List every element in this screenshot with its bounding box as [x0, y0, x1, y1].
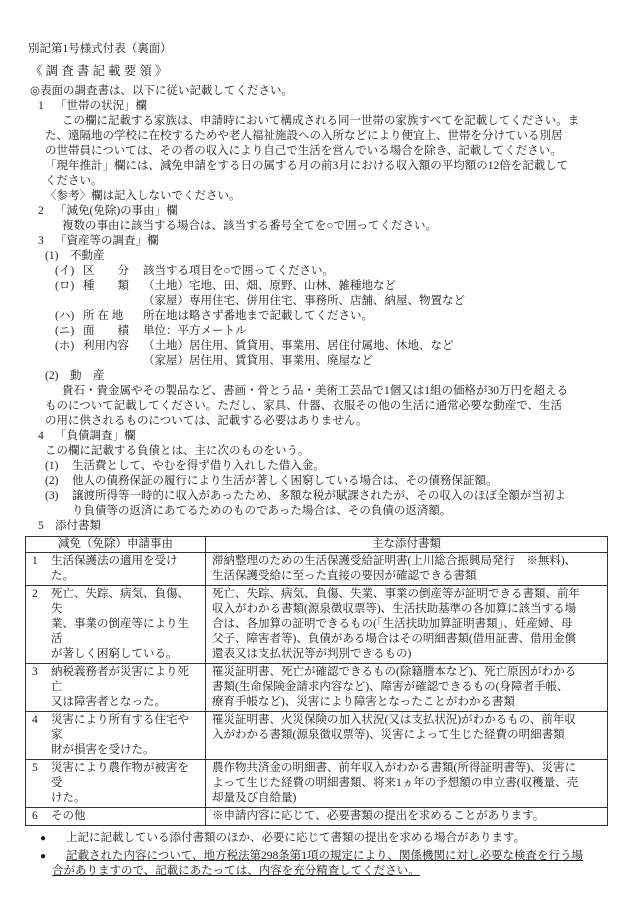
item-marker: (ホ) — [55, 340, 75, 352]
row-number: 1 — [32, 555, 38, 567]
text-line: 又は障害者となった。 — [51, 696, 166, 708]
section-1-estimate-note — [45, 159, 602, 189]
text-line: 療育手帳など)、災害により障害となったことがわかる書類 — [212, 696, 515, 708]
row-docs — [206, 586, 608, 664]
footnote-inspection-notice — [40, 849, 602, 879]
text-line: ものについて記載してください。ただし、家具、什器、衣服その他の生活に通常必要な動産で、生活 — [45, 400, 563, 412]
item-text — [72, 459, 602, 474]
section-household — [28, 99, 602, 204]
text-line: この欄に記載する家族は、申請時において構成される同一世帯の家族すべてを記載してください。ま — [62, 115, 580, 127]
row-docs — [206, 664, 608, 712]
movable-property-label: 動 産 — [70, 370, 105, 382]
footnote-text — [52, 849, 602, 879]
text-line: けた。 — [51, 792, 86, 804]
text-line: 死亡、失踪、病気、負傷、失業、事業の倒産等が証明できる書類、前年 — [212, 588, 580, 600]
section-1-paragraph — [45, 114, 602, 159]
section-3-title: 「資産等の調査」欄 — [55, 235, 159, 247]
item-term: 所 在 地 — [83, 310, 124, 322]
footnote-additional-documents — [40, 831, 602, 846]
movable-property-paragraph — [45, 384, 602, 429]
section-2-paragraph — [45, 219, 602, 234]
asset-item-menseki — [55, 324, 602, 339]
item-marker: (1) — [45, 460, 59, 472]
row-reason — [51, 809, 199, 824]
item-text — [72, 489, 602, 519]
section-2-heading — [38, 204, 602, 219]
section-5-title: 添付書類 — [55, 520, 101, 532]
item-term: 種 類 — [83, 280, 129, 292]
text-line: 貴石・貴金属やその製品など、書画・骨とう品・美術工芸品で1個又は1組の価格が30万円を超える — [62, 385, 568, 397]
table-row — [26, 664, 608, 712]
intro-note: ◎表面の調査書は、以下に従い記載してください。 — [30, 85, 294, 97]
section-3-number: 3 — [38, 235, 44, 247]
row-docs — [206, 808, 608, 826]
header-reason: 減免（免除）申請事由 — [26, 537, 206, 553]
text-line: 所在地は略さず番地まで記載してください。 — [143, 310, 373, 322]
section-exemption-reason — [28, 204, 602, 234]
text-line: た、遠隔地の学校に在校するためや老人福祉施設への入所などにより便宜上、世帯を分けている別居 — [45, 130, 563, 142]
section-3-heading — [38, 234, 602, 249]
row-number: 3 — [32, 666, 38, 678]
item-desc — [143, 324, 602, 339]
row-number: 2 — [32, 588, 38, 600]
bullet-icon: ● — [40, 833, 47, 844]
table-row — [26, 712, 608, 760]
text-line: 却量及び自給量) — [212, 792, 297, 804]
item-term: 面 積 — [83, 325, 129, 337]
item-marker: (ハ) — [55, 310, 75, 322]
real-estate-heading — [45, 249, 602, 264]
text-line: 罹災証明書、死亡が確認できるもの(除籍謄本など)、死亡原因がわかる — [212, 666, 577, 678]
asset-item-shurui — [55, 279, 602, 309]
section-5-number: 5 — [38, 520, 44, 532]
table-row — [26, 553, 608, 586]
item-desc — [143, 309, 602, 324]
text-line: 還表又は支払状況等が判別できるもの) — [212, 648, 412, 660]
item-marker: (3) — [45, 490, 59, 502]
section-2-title: 「減免(免除)の事由」欄 — [55, 205, 178, 217]
section-2-number: 2 — [38, 205, 44, 217]
item-marker: (2) — [45, 475, 59, 487]
row-reason — [51, 713, 199, 758]
text-line: ※申請内容に応じて、必要書類の提出を求めることがあります。 — [212, 810, 545, 822]
table-row — [26, 760, 608, 808]
text-line: 上記に記載している添付書類のほか、必要に応じて書類の提出を求める場合があります。 — [66, 832, 526, 844]
text-line: （土地）宅地、田、畑、原野、山林、雑種地など — [143, 280, 396, 292]
row-reason — [51, 554, 199, 584]
row-reason — [51, 665, 199, 710]
item-term: 区 分 — [83, 265, 129, 277]
section-1-heading — [38, 99, 602, 114]
row-number: 4 — [32, 714, 38, 726]
text-line: の用に供されるものについては、記載する必要はありません。 — [45, 415, 368, 427]
text-line: 記載された内容について、地方税法第298条第1項の規定により、関係機関に対し必要な検査を行う場 — [66, 850, 584, 862]
item-text — [72, 474, 602, 489]
row-docs — [206, 553, 608, 586]
text-line: 譲渡所得等一時的に収入があったため、多額な税が賦課されたが、その収入のほぼ全額が当初よ — [72, 490, 566, 502]
footnote-text — [52, 831, 602, 846]
text-line: 「現年推計」欄には、減免申請をする日の属する月の前3月における収入額の平均額の12倍を記載して — [45, 160, 569, 172]
real-estate-marker: (1) — [45, 250, 59, 262]
item-term: 利用内容 — [83, 340, 129, 352]
asset-item-riyonaiyo — [55, 339, 602, 369]
asset-item-kubun — [55, 264, 602, 279]
text-line: 合がありますので、記載にあたっては、内容を充分精査してください。 — [52, 865, 420, 877]
real-estate-label: 不動産 — [70, 250, 105, 262]
header-docs: 主な添付書類 — [206, 537, 608, 553]
row-reason — [51, 761, 199, 806]
text-line: が著しく困窮している。 — [51, 648, 178, 660]
text-line: （家屋）専用住宅、併用住宅、事務所、店舗、納屋、物置など — [143, 295, 465, 307]
text-line: （家屋）居住用、賃貸用、事業用、廃屋など — [143, 355, 373, 367]
section-1-number: 1 — [38, 100, 44, 112]
debt-item-2 — [45, 474, 602, 489]
section-assets — [28, 234, 602, 429]
text-line: 複数の事由に該当する場合は、該当する番号全てを○で囲ってください。 — [62, 220, 437, 232]
debt-item-1 — [45, 459, 602, 474]
text-line: 収入がわかる書類(源泉徴収票等)、生活扶助基準の各加算に該当する場 — [212, 603, 577, 615]
section-4-heading — [38, 429, 602, 444]
item-marker: (ロ) — [55, 280, 75, 292]
table-row — [26, 808, 608, 826]
text-line: の世帯員については、その者の収入により自己で生活を営んでいる場合を除き、記載してください。 — [45, 145, 562, 157]
text-line: （土地）居住用、賃貸用、事業用、居住付属地、休地、など — [143, 340, 454, 352]
row-number: 6 — [32, 810, 38, 822]
text-line: その他 — [51, 810, 86, 822]
text-line: 該当する項目を○で囲ってください。 — [143, 265, 334, 277]
movable-property-marker: (2) — [45, 370, 59, 382]
item-marker: (ニ) — [55, 325, 75, 337]
text-line: 滞納整理のための生活保護受給証明書(上川総合振興局発行 ※無料)、 — [212, 555, 577, 567]
section-5-heading — [38, 519, 602, 534]
item-desc — [143, 264, 602, 279]
row-number: 5 — [32, 762, 38, 774]
text-line: 合は、各加算の証明できるもの(「生活扶助加算証明書類」、妊産婦、母 — [212, 618, 573, 630]
form-id-label: 別記第1号様式付表（裏面） — [28, 43, 172, 55]
text-line: 他人の債務保証の履行により生活が著しく困窮している場合は、その債務保証額。 — [72, 475, 498, 487]
section-4-title: 「負債調査」欄 — [55, 430, 136, 442]
section-4-intro: この欄に記載する負債とは、主に次のものをいう。 — [45, 445, 310, 457]
row-reason — [51, 587, 199, 662]
text-line: よって生じた経費の明細書類、将来1ヵ年の予想額の申立書(収穫量、売 — [212, 777, 579, 789]
text-line: 農作物共済金の明細書、前年収入がわかる書類(所得証明書等)、災害に — [212, 762, 577, 774]
text-line: 死亡、失踪、病気、負傷、失 — [51, 588, 189, 615]
attachment-documents-table — [25, 536, 608, 826]
debt-item-3 — [45, 489, 602, 519]
text-line: 生活保護受給に至った直接の要因が確認できる書類 — [212, 570, 477, 582]
bullet-icon: ● — [40, 851, 47, 862]
row-docs — [206, 760, 608, 808]
text-line: 生活費として、やむを得ず借り入れした借入金。 — [72, 460, 325, 472]
movable-property-heading — [45, 369, 602, 384]
text-line: 業、事業の倒産等により生活 — [51, 618, 189, 645]
text-line: り負債等の返済にあてるためのものであった場合は、その負債の返済額。 — [72, 505, 452, 517]
section-attachments — [28, 519, 602, 826]
text-line: 災害により所有する住宅や家 — [51, 714, 189, 741]
table-header-row — [26, 537, 608, 553]
text-line: 財が損害を受けた。 — [51, 744, 155, 756]
text-line: 災害により農作物が被害を受 — [51, 762, 189, 789]
section-1-title: 「世帯の状況」欄 — [55, 100, 147, 112]
text-line: 生活保護法の適用を受けた。 — [51, 555, 178, 582]
item-desc — [143, 339, 602, 369]
text-line: 父子、障害者等)、負債がある場合はその明細書類(借用証書、借用金償 — [212, 633, 577, 645]
section-debt — [28, 429, 602, 519]
asset-item-shozaichi — [55, 309, 602, 324]
text-line: 納税義務者が災害により死亡 — [51, 666, 189, 693]
text-line: ください。 — [45, 175, 103, 187]
text-line: 書類(生命保険金請求内容など)、障害が確認できるもの(身障者手帳、 — [212, 681, 569, 693]
row-docs — [206, 712, 608, 760]
item-marker: (イ) — [55, 265, 75, 277]
text-line: 罹災証明書、火災保険の加入状況(又は支払状況)がわかるもの、前年収 — [212, 714, 576, 726]
section-4-number: 4 — [38, 430, 44, 442]
page-title: 《 調 査 書 記 載 要 領 》 — [30, 64, 168, 78]
text-line: 入がわかる書類(源泉徴収票等)、災害によって生じた経費の明細書類 — [212, 729, 565, 741]
text-line: 単位：平方メートル — [143, 325, 247, 337]
section-1-reference-note: 〈参考〉欄は記入しないでください。 — [45, 190, 241, 202]
table-row — [26, 586, 608, 664]
item-desc — [143, 279, 602, 309]
